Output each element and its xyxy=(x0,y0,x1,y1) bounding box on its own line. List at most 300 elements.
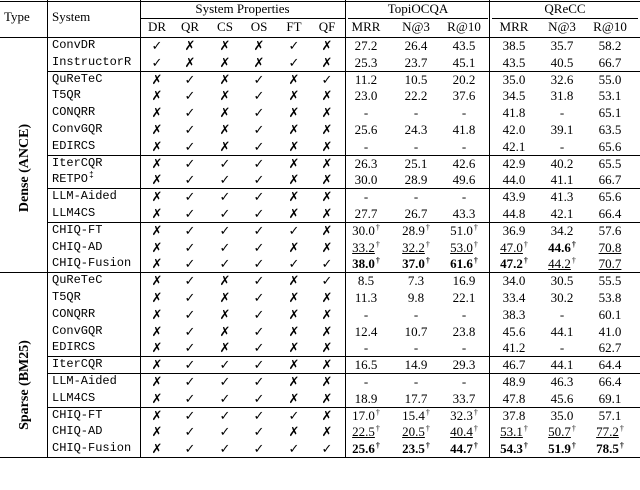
metric-value-text: 30.2 xyxy=(550,290,574,305)
cross-icon: ✗ xyxy=(288,340,300,356)
metric-value xyxy=(340,323,392,340)
check-icon: ✓ xyxy=(219,390,231,406)
metric-value-text: 8.5 xyxy=(357,273,375,289)
metric-value xyxy=(438,104,490,121)
horizontal-rule xyxy=(48,373,640,374)
check-icon: ✓ xyxy=(184,357,196,373)
cross-icon: ✗ xyxy=(219,38,231,53)
check-icon: ✓ xyxy=(219,206,231,221)
system-name-text: CHIQ-AD xyxy=(52,424,103,439)
horizontal-rule xyxy=(0,1,640,2)
cross-icon: ✗ xyxy=(321,357,333,373)
system-name xyxy=(52,104,142,121)
cross-icon: ✗ xyxy=(184,54,196,70)
metric-value xyxy=(584,188,636,205)
metric-value-text: - xyxy=(461,138,467,154)
metric-value xyxy=(390,306,442,323)
metric-value xyxy=(536,121,588,138)
system-name xyxy=(52,272,142,289)
metric-value-text: 62.7 xyxy=(598,340,622,356)
metric-value xyxy=(584,390,636,407)
metric-value-text: 29.3 xyxy=(452,357,476,373)
metric-value xyxy=(536,306,588,323)
metric-value-text: 47.2 xyxy=(500,256,523,272)
metric-value xyxy=(390,121,442,138)
metric-value xyxy=(438,239,490,256)
metric-value xyxy=(536,272,588,289)
metric-value-text: - xyxy=(461,340,467,356)
metric-value-text: 42.1 xyxy=(550,206,574,221)
table-row xyxy=(0,440,640,457)
metric-value-text: 41.2 xyxy=(502,340,526,356)
table-row xyxy=(0,255,640,272)
system-name-text: IterCQR xyxy=(52,155,103,170)
metric-value xyxy=(340,289,392,306)
metric-value xyxy=(390,239,442,256)
metric-value xyxy=(488,440,540,457)
cross-icon: ✗ xyxy=(219,273,231,289)
metric-value-text: 77.2 xyxy=(596,424,619,440)
check-icon: ✓ xyxy=(288,441,300,457)
metric-value xyxy=(390,222,442,239)
metric-value xyxy=(584,54,636,71)
check-icon: ✓ xyxy=(253,239,265,255)
metric-value-text: 57.1 xyxy=(598,407,622,423)
horizontal-rule xyxy=(48,222,640,223)
metric-value xyxy=(438,289,490,306)
check-icon: ✓ xyxy=(184,323,196,339)
cross-icon: ✗ xyxy=(219,340,231,356)
metric-value-text: 70.7 xyxy=(598,256,622,272)
system-name-text: CHIQ-Fusion xyxy=(52,441,132,456)
metric-value xyxy=(438,54,490,71)
check-icon: ✓ xyxy=(184,138,196,154)
check-icon: ✓ xyxy=(219,189,231,205)
metric-value xyxy=(488,390,540,407)
metric-header: R@10 xyxy=(447,19,481,34)
horizontal-rule xyxy=(0,37,640,38)
cross-icon: ✗ xyxy=(219,138,231,154)
check-icon: ✓ xyxy=(184,441,196,457)
metric-value-text: 20.2 xyxy=(452,71,476,87)
metric-value-text: 32.3 xyxy=(450,407,473,423)
metric-value-text: 41.1 xyxy=(550,172,574,188)
check-icon: ✓ xyxy=(253,441,265,457)
metric-value xyxy=(536,255,588,272)
metric-value-text: 51.9 xyxy=(548,441,571,457)
metric-value-text: 33.7 xyxy=(452,390,476,406)
system-name-text: CHIQ-AD xyxy=(52,239,103,254)
cross-icon: ✗ xyxy=(219,88,231,104)
metric-value-text: - xyxy=(363,189,369,205)
cross-icon: ✗ xyxy=(288,71,300,87)
metric-value xyxy=(340,104,392,121)
check-icon: ✓ xyxy=(184,239,196,255)
table-row xyxy=(0,54,640,71)
cross-icon: ✗ xyxy=(151,222,163,238)
horizontal-rule xyxy=(48,407,640,408)
metric-value-text: 48.9 xyxy=(502,374,526,389)
metric-value xyxy=(438,356,490,373)
metric-value-text: 25.6 xyxy=(352,441,375,457)
metric-value-text: 9.8 xyxy=(407,290,425,305)
metric-value xyxy=(536,289,588,306)
property-header: DR xyxy=(147,19,167,34)
table-row xyxy=(0,339,640,356)
check-icon: ✓ xyxy=(219,172,231,188)
cross-icon: ✗ xyxy=(151,306,163,322)
check-icon: ✓ xyxy=(288,407,300,423)
significance-mark: † xyxy=(375,441,380,451)
table-row xyxy=(0,222,640,239)
metric-value-text: - xyxy=(559,340,565,356)
metric-value-text: 35.7 xyxy=(550,38,574,53)
metric-value-text: 44.0 xyxy=(502,172,526,188)
metric-value xyxy=(488,54,540,71)
metric-value-text: 10.7 xyxy=(404,323,428,339)
check-icon: ✓ xyxy=(184,172,196,188)
metric-value-text: 30.0 xyxy=(354,172,378,188)
cross-icon: ✗ xyxy=(288,357,300,373)
metric-value xyxy=(390,155,442,172)
metric-value-text: 26.3 xyxy=(354,155,378,171)
check-icon: ✓ xyxy=(184,340,196,356)
cross-icon: ✗ xyxy=(321,172,333,188)
metric-value xyxy=(390,188,442,205)
metric-value-text: - xyxy=(559,138,565,154)
system-name-text: EDIRCS xyxy=(52,138,96,153)
cross-icon: ✗ xyxy=(288,172,300,188)
check-icon: ✓ xyxy=(184,88,196,104)
metric-value-text: 46.7 xyxy=(502,357,526,373)
metric-header: R@10 xyxy=(593,19,627,34)
metric-value xyxy=(584,339,636,356)
metric-value xyxy=(390,407,442,424)
check-icon: ✓ xyxy=(253,138,265,154)
metric-value xyxy=(488,87,540,104)
significance-mark: † xyxy=(375,222,380,232)
metric-value xyxy=(536,390,588,407)
metric-value xyxy=(536,356,588,373)
metric-value-text: 41.0 xyxy=(598,323,622,339)
significance-mark: † xyxy=(523,256,528,266)
metric-value xyxy=(488,171,540,188)
metric-value xyxy=(584,323,636,340)
metric-value xyxy=(340,138,392,155)
metric-value xyxy=(584,255,636,272)
check-icon: ✓ xyxy=(253,306,265,322)
cross-icon: ✗ xyxy=(151,390,163,406)
metric-value xyxy=(488,289,540,306)
horizontal-rule xyxy=(140,18,345,19)
system-name xyxy=(52,121,142,138)
metric-value xyxy=(488,138,540,155)
check-icon: ✓ xyxy=(253,407,265,423)
cross-icon: ✗ xyxy=(321,222,333,238)
metric-value-text: 64.4 xyxy=(598,357,622,373)
metric-value xyxy=(584,306,636,323)
metric-value xyxy=(584,289,636,306)
system-name-text: QuReTeC xyxy=(52,71,103,86)
cross-icon: ✗ xyxy=(219,71,231,87)
metric-value-text: 66.7 xyxy=(598,54,622,70)
metric-value-text: 54.3 xyxy=(500,441,523,457)
metric-value-text: 66.4 xyxy=(598,206,622,221)
check-icon: ✓ xyxy=(219,441,231,457)
significance-mark: † xyxy=(425,222,430,232)
metric-value-text: 42.1 xyxy=(502,138,526,154)
metric-value-text: 43.3 xyxy=(452,206,476,221)
check-icon: ✓ xyxy=(219,357,231,373)
metric-value xyxy=(536,71,588,88)
horizontal-rule xyxy=(492,18,638,19)
metric-value-text: 23.0 xyxy=(354,88,378,104)
check-icon: ✓ xyxy=(253,357,265,373)
check-icon: ✓ xyxy=(288,256,300,272)
dense-section-label: Dense (ANCE) xyxy=(17,123,32,213)
cross-icon: ✗ xyxy=(253,54,265,70)
metric-value xyxy=(438,339,490,356)
cross-icon: ✗ xyxy=(288,424,300,440)
metric-value xyxy=(390,54,442,71)
metric-value-text: 31.8 xyxy=(550,88,574,104)
metric-value-text: 61.6 xyxy=(450,256,473,272)
cross-icon: ✗ xyxy=(219,306,231,322)
cross-icon: ✗ xyxy=(321,38,333,53)
metric-value xyxy=(340,356,392,373)
cross-icon: ✗ xyxy=(151,138,163,154)
metric-value-text: 15.4 xyxy=(402,407,425,423)
cross-icon: ✗ xyxy=(321,206,333,221)
significance-mark: † xyxy=(473,256,478,266)
system-name-text: LLM4CS xyxy=(52,390,96,405)
system-name xyxy=(52,138,142,155)
metric-value xyxy=(390,272,442,289)
significance-mark: † xyxy=(571,256,576,266)
metric-value xyxy=(340,272,392,289)
check-icon: ✓ xyxy=(184,273,196,289)
check-icon: ✓ xyxy=(184,105,196,121)
check-icon: ✓ xyxy=(253,290,265,305)
metric-value-text: 44.6 xyxy=(548,239,571,255)
metric-value xyxy=(438,440,490,457)
metric-value xyxy=(340,423,392,440)
check-icon: ✓ xyxy=(253,390,265,406)
metric-value xyxy=(438,87,490,104)
metric-value-text: - xyxy=(413,105,419,121)
metric-value-text: 57.6 xyxy=(598,222,622,238)
metric-value-text: 44.7 xyxy=(450,441,473,457)
table-row xyxy=(0,138,640,155)
metric-value xyxy=(584,37,636,54)
metric-value xyxy=(584,138,636,155)
property-header: QR xyxy=(180,19,200,34)
metric-value-text: - xyxy=(363,105,369,121)
metric-value-text: 27.7 xyxy=(354,206,378,221)
table-row xyxy=(0,323,640,340)
metric-value-text: 66.7 xyxy=(598,172,622,188)
metric-value-text: 16.9 xyxy=(452,273,476,289)
check-icon: ✓ xyxy=(253,323,265,339)
metric-value-text: 60.1 xyxy=(598,306,622,322)
metric-value-text: 70.8 xyxy=(598,239,622,255)
metric-value-text: 53.1 xyxy=(500,424,523,440)
check-icon: ✓ xyxy=(288,222,300,238)
metric-value-text: 66.4 xyxy=(598,374,622,389)
metric-value xyxy=(488,339,540,356)
metric-value xyxy=(536,239,588,256)
metric-value xyxy=(438,138,490,155)
metric-value-text: 36.9 xyxy=(502,222,526,238)
cross-icon: ✗ xyxy=(288,155,300,171)
check-icon: ✓ xyxy=(253,273,265,289)
metric-value xyxy=(488,239,540,256)
metric-value xyxy=(584,356,636,373)
check-icon: ✓ xyxy=(253,189,265,205)
metric-value xyxy=(390,323,442,340)
metric-value xyxy=(438,407,490,424)
metric-value-text: 43.9 xyxy=(502,189,526,205)
check-icon: ✓ xyxy=(253,155,265,171)
metric-value-text: 43.5 xyxy=(452,38,476,53)
metric-value-text: 53.1 xyxy=(598,88,622,104)
metric-value xyxy=(584,87,636,104)
metric-value xyxy=(584,104,636,121)
cross-icon: ✗ xyxy=(151,155,163,171)
check-icon: ✓ xyxy=(288,54,300,70)
check-icon: ✓ xyxy=(184,122,196,137)
metric-value-text: - xyxy=(559,306,565,322)
metric-value xyxy=(390,205,442,222)
check-icon: ✓ xyxy=(219,239,231,255)
significance-mark: † xyxy=(473,239,478,249)
cross-icon: ✗ xyxy=(288,390,300,406)
check-icon: ✓ xyxy=(253,172,265,188)
metric-value xyxy=(584,423,636,440)
significance-mark: † xyxy=(571,239,576,249)
system-name-text: LLM-Aided xyxy=(52,374,117,388)
table-row xyxy=(0,188,640,205)
significance-mark: † xyxy=(375,256,380,266)
metric-value xyxy=(584,155,636,172)
metric-value-text: 41.3 xyxy=(550,189,574,205)
system-name xyxy=(52,289,142,306)
check-icon: ✓ xyxy=(321,273,333,289)
table-row xyxy=(0,87,640,104)
check-icon: ✓ xyxy=(151,54,163,70)
metric-value xyxy=(390,104,442,121)
metric-value xyxy=(340,407,392,424)
metric-value xyxy=(390,255,442,272)
metric-value xyxy=(438,255,490,272)
metric-value xyxy=(390,390,442,407)
cross-icon: ✗ xyxy=(321,374,333,389)
metric-value xyxy=(340,155,392,172)
cross-icon: ✗ xyxy=(288,138,300,154)
metric-value xyxy=(488,356,540,373)
metric-value xyxy=(340,205,392,222)
metric-value-text: 38.3 xyxy=(502,306,526,322)
check-icon: ✓ xyxy=(219,155,231,171)
metric-value xyxy=(584,71,636,88)
cross-icon: ✗ xyxy=(151,122,163,137)
metric-value-text: 22.1 xyxy=(452,290,476,305)
metric-value xyxy=(584,205,636,222)
metric-value xyxy=(488,37,540,54)
metric-value-text: 47.0 xyxy=(500,239,523,255)
cross-icon: ✗ xyxy=(151,189,163,205)
vertical-rule xyxy=(140,0,141,457)
cross-icon: ✗ xyxy=(321,407,333,423)
metric-value-text: 34.0 xyxy=(502,273,526,289)
type-header: Type xyxy=(4,9,30,24)
metric-value xyxy=(438,71,490,88)
system-name-text: CONQRR xyxy=(52,105,96,120)
cross-icon: ✗ xyxy=(151,441,163,457)
metric-value-text: 22.5 xyxy=(352,424,375,440)
significance-mark: † xyxy=(473,424,478,434)
check-icon: ✓ xyxy=(184,155,196,171)
check-icon: ✓ xyxy=(253,88,265,104)
metric-value xyxy=(390,37,442,54)
horizontal-rule xyxy=(348,18,488,19)
cross-icon: ✗ xyxy=(151,88,163,104)
property-header: QF xyxy=(318,19,336,34)
significance-mark: † xyxy=(425,239,430,249)
footnote-mark: ‡ xyxy=(89,171,94,181)
metric-value-text: 44.1 xyxy=(550,323,574,339)
table-row xyxy=(0,390,640,407)
metric-value-text: 53.8 xyxy=(598,290,622,305)
cross-icon: ✗ xyxy=(151,323,163,339)
metric-value xyxy=(488,155,540,172)
cross-icon: ✗ xyxy=(151,273,163,289)
table-row xyxy=(0,71,640,88)
metric-value xyxy=(536,188,588,205)
cross-icon: ✗ xyxy=(288,122,300,137)
cross-icon: ✗ xyxy=(151,172,163,188)
metric-value xyxy=(340,37,392,54)
metric-value-text: 32.6 xyxy=(550,71,574,87)
metric-value xyxy=(536,339,588,356)
table-row xyxy=(0,37,640,54)
metric-value-text: 25.3 xyxy=(354,54,378,70)
table-row xyxy=(0,356,640,373)
metric-value xyxy=(340,71,392,88)
metric-value-text: 55.5 xyxy=(598,273,622,289)
metric-value-text: 26.4 xyxy=(404,38,428,53)
check-icon: ✓ xyxy=(184,222,196,238)
significance-mark: † xyxy=(375,424,380,434)
metric-value xyxy=(584,222,636,239)
metric-value-text: 44.8 xyxy=(502,206,526,221)
table-row xyxy=(0,289,640,306)
significance-mark: † xyxy=(619,424,624,434)
metric-value-text: 63.5 xyxy=(598,122,622,137)
cross-icon: ✗ xyxy=(288,374,300,389)
metric-value xyxy=(390,87,442,104)
metric-value xyxy=(536,222,588,239)
metric-value xyxy=(584,407,636,424)
metric-value xyxy=(438,423,490,440)
table-row xyxy=(0,104,640,121)
metric-value xyxy=(390,289,442,306)
metric-value-text: - xyxy=(363,138,369,154)
significance-mark: † xyxy=(425,407,430,417)
check-icon: ✓ xyxy=(253,256,265,272)
metric-value xyxy=(536,138,588,155)
metric-value xyxy=(390,440,442,457)
